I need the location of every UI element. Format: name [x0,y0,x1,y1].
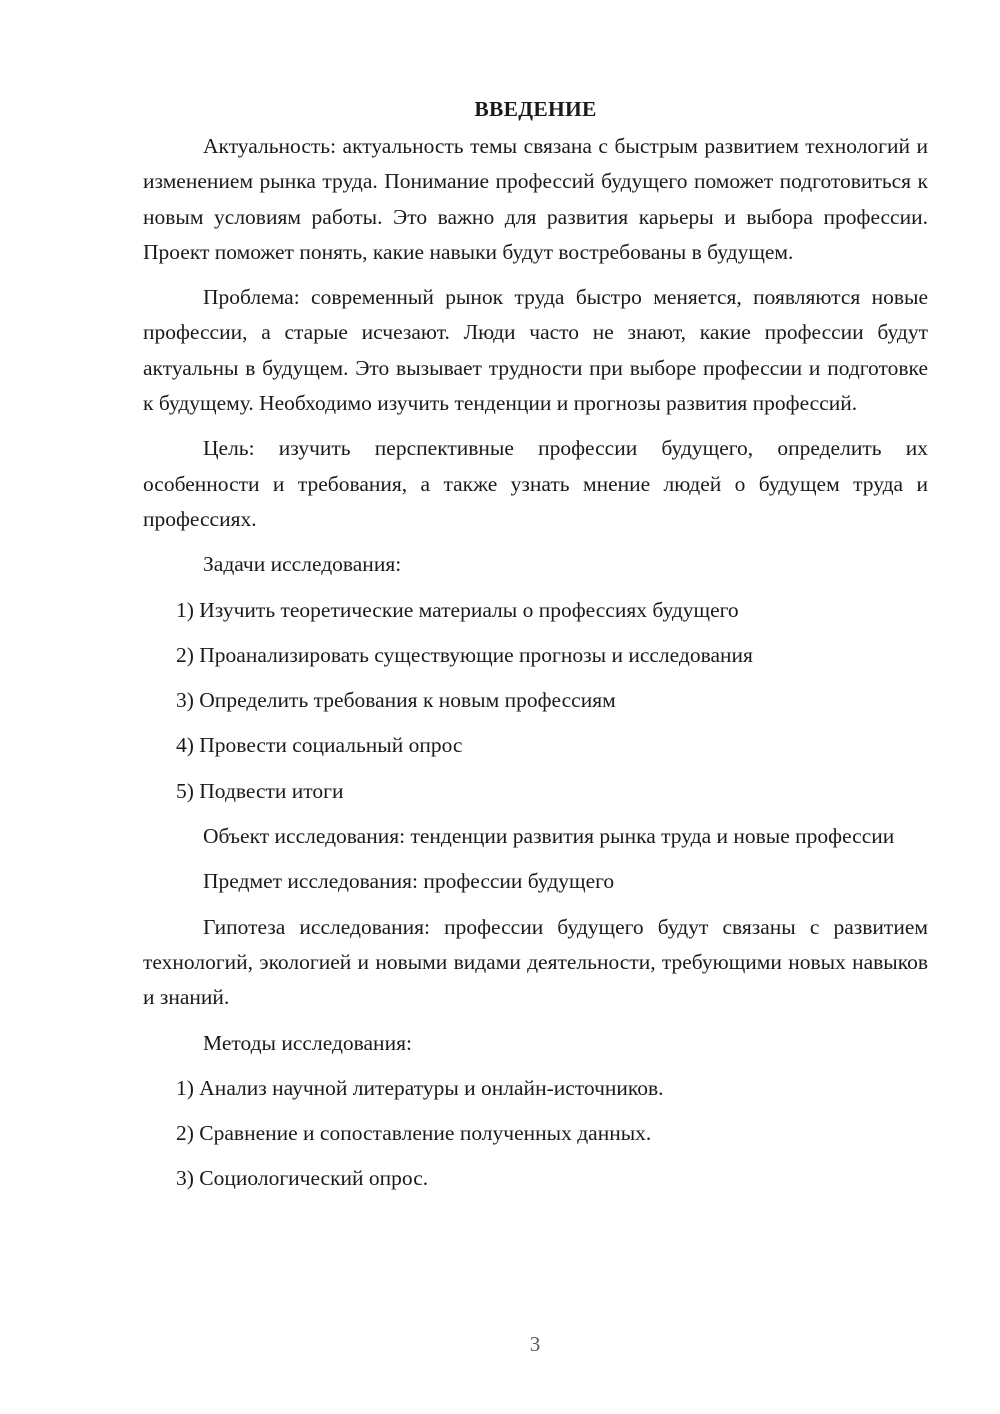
task-item: 2) Проанализировать существующие прогнозы и исследования [176,642,753,667]
tasks-list [143,593,928,809]
method-item: 1) Анализ научной литературы и онлайн-источников. [176,1075,664,1100]
page-number: 3 [529,1332,541,1356]
task-item: 5) Подвести итоги [176,778,344,803]
method-item: 2) Сравнение и сопоставление полученных данных. [176,1121,652,1146]
problem-paragraph: Проблема: современный рынок труда быстро меняется, появляются новые профессии, а старые исчезают. Люди часто не знают, какие профессии будут актуальны в будущем. Это вызывает трудности при выборе профессии и подготовке к будущему. Необходимо изучить тенденции и прогнозы развития профессий. [143,285,928,416]
tasks-heading: Задачи исследования: [203,552,402,577]
task-item: 4) Провести социальный опрос [176,733,463,758]
task-item: 1) Изучить теоретические материалы о профессиях будущего [176,597,739,622]
method-item: 3) Социологический опрос. [176,1166,429,1191]
methods-heading: Методы исследования: [203,1030,412,1055]
hypothesis-paragraph: Гипотеза исследования: профессии будущего будут связаны с развитием технологий, экологией и новыми видами деятельности, требующими новых навыков и знаний. [143,914,928,1010]
relevance-paragraph: Актуальность: актуальность темы связана с быстрым развитием технологий и изменением рынка труда. Понимание профессий будущего поможет подготовиться к новым условиям работы. Это важно для развития карьеры и выбора профессии. Проект поможет понять, какие навыки будут востребованы в будущем. [143,134,928,264]
subject-paragraph: Предмет исследования: профессии будущего [203,869,615,894]
methods-list [143,1071,928,1197]
page-content [143,92,928,1207]
object-paragraph: Объект исследования: тенденции развития рынка труда и новые профессии [203,824,895,849]
goal-paragraph: Цель: изучить перспективные профессии будущего, определить их особенности и требования, а также узнать мнение людей о будущем труда и профессиях. [143,436,928,531]
section-title: ВВЕДЕНИЕ [474,97,597,121]
task-item: 3) Определить требования к новым профессиям [176,688,616,713]
